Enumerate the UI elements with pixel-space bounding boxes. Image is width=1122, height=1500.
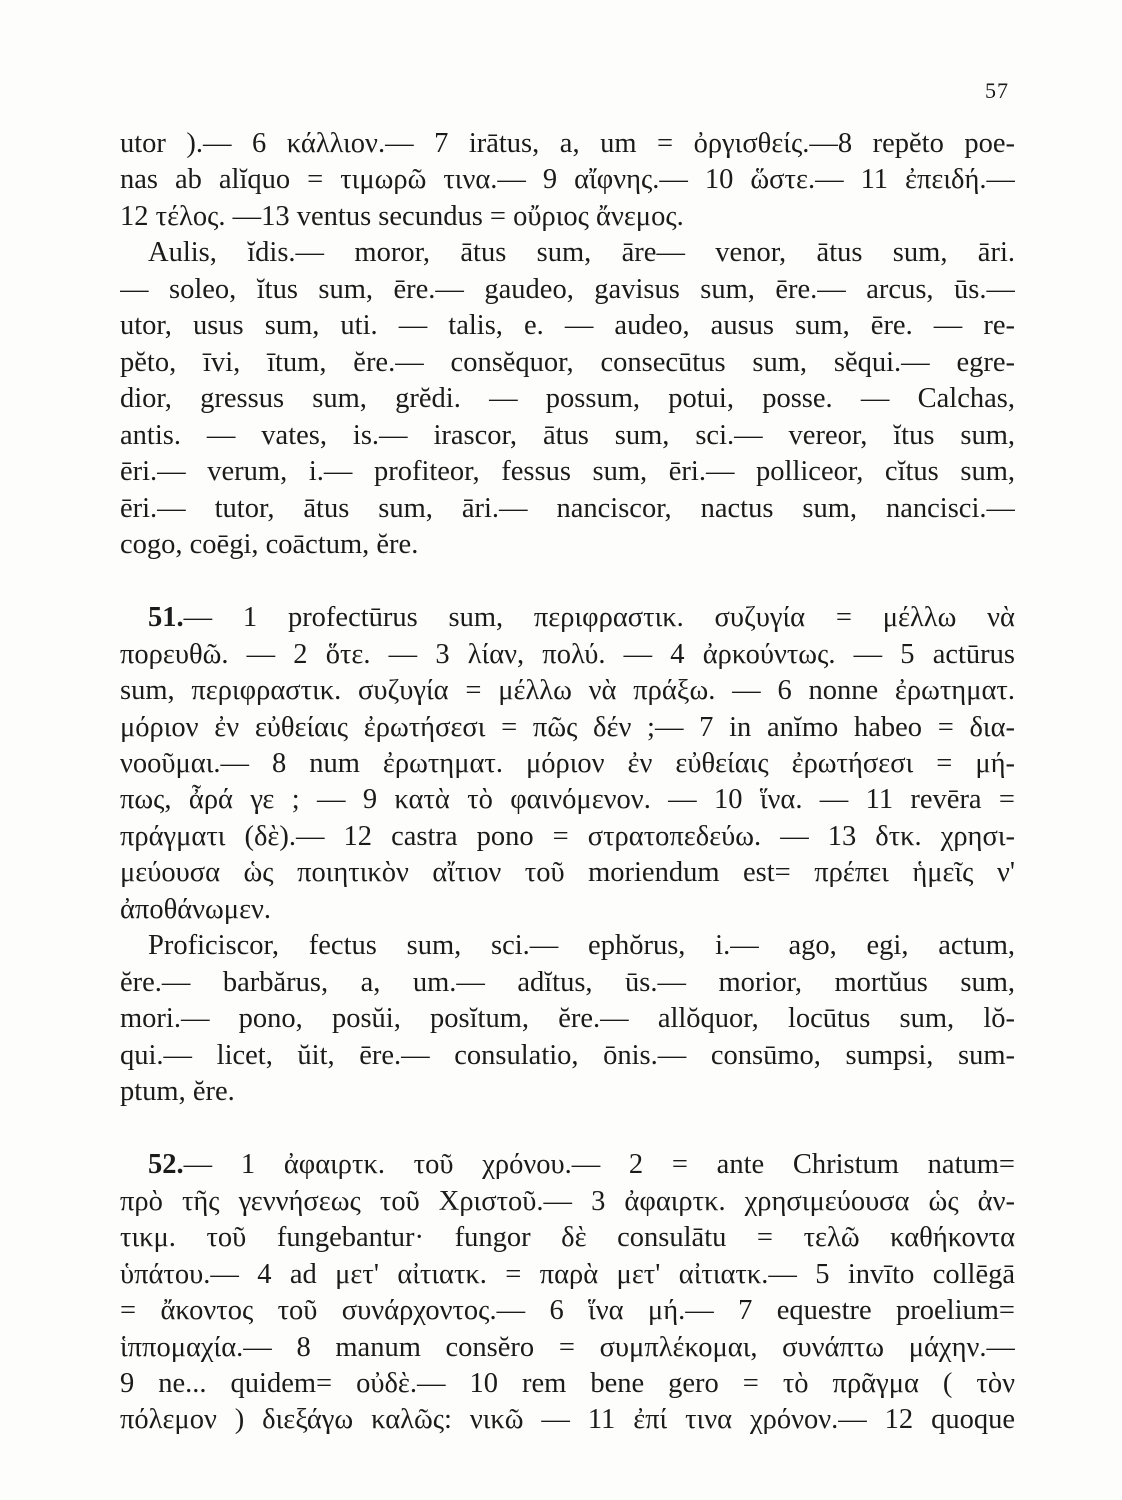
line-text: ēri.— tutor, ātus sum, āri.— nanciscor, nactus sum, nancisci.— <box>120 493 1015 524</box>
text-line <box>148 600 1015 636</box>
line-text: antis. — vates, is.— irascor, ātus sum, sci.— vereor, ĭtus sum, <box>120 420 1015 451</box>
text-line <box>120 673 1015 709</box>
text-line <box>120 746 1015 782</box>
page-number: 57 <box>985 78 1009 103</box>
text-line <box>120 345 1015 381</box>
text-line <box>120 1366 1015 1402</box>
text-line <box>120 855 1015 891</box>
line-text: πρὸ τῆς γεννήσεως τοῦ Χριστοῦ.— 3 ἀφαιρτκ. χρησιμεύουσα ὡς ἀν- <box>120 1186 1015 1217</box>
text-line <box>148 235 1015 271</box>
text-line <box>120 162 1015 198</box>
line-text: ĕre.— barbărus, a, um.— adĭtus, ūs.— morior, mortŭus sum, <box>120 967 1015 998</box>
text-line <box>120 1184 1015 1220</box>
text-line <box>120 418 1015 454</box>
line-text: = ἄκοντος τοῦ συνάρχοντος.— 6 ἵνα μή.— 7 equestre proelium= <box>120 1295 1015 1326</box>
line-text: ēri.— verum, i.— profiteor, fessus sum, ēri.— polliceor, cĭtus sum, <box>120 456 1015 487</box>
line-text: pĕto, īvi, ītum, ĕre.— consĕquor, consecūtus sum, sĕqui.— egre- <box>120 347 1015 378</box>
line-text: — 1 profectūrus sum, περιφραστικ. συζυγία = μέλλω νὰ <box>183 602 1015 633</box>
text-line <box>120 1293 1015 1329</box>
text-line <box>120 454 1015 490</box>
line-text: cogo, coēgi, coāctum, ĕre. <box>120 529 419 560</box>
text-line <box>120 1257 1015 1293</box>
section-number: 51. <box>148 602 184 633</box>
line-text: 9 ne... quidem= οὐδὲ.— 10 rem bene gero = τὸ πρᾶγμα ( τὸν <box>120 1368 1015 1399</box>
line-text: πως, ἆρά γε ; — 9 κατὰ τὸ φαινόμενον. — 10 ἵνα. — 11 revēra = <box>120 784 1015 815</box>
text-line <box>120 819 1015 855</box>
line-text: sum, περιφραστικ. συζυγία = μέλλω νὰ πράξω. — 6 nonne ἐρωτηματ. <box>120 675 1015 706</box>
text-line <box>120 965 1015 1001</box>
line-text: τικμ. τοῦ fungebantur· fungor δὲ consulātu = τελῶ καθήκοντα <box>120 1222 1015 1253</box>
text-line <box>120 1220 1015 1256</box>
text-line <box>120 1330 1015 1366</box>
line-text: utor ).— 6 κάλλιον.— 7 irātus, a, um = ὀργισθείς.—8 repĕto poe- <box>120 128 1015 159</box>
text-line <box>120 126 1015 162</box>
line-text: Proficiscor, fectus sum, sci.— ephŏrus, i.— ago, egi, actum, <box>148 930 1015 961</box>
line-text: πορευθῶ. — 2 ὅτε. — 3 λίαν, πολύ. — 4 ἀρκούντως. — 5 actūrus <box>120 639 1015 670</box>
line-text: — 1 ἀφαιρτκ. τοῦ χρόνου.— 2 = ante Christum natum= <box>183 1149 1015 1180</box>
line-text: ὑπάτου.— 4 ad μετ' αἰτιατκ. = παρὰ μετ' αἰτιατκ.— 5 invīto collēgā <box>120 1259 1015 1290</box>
text-line <box>120 1402 1015 1438</box>
line-text: μεύουσα ὡς ποιητικὸν αἴτιον τοῦ moriendum est= πρέπει ἡμεῖς ν' <box>120 857 1015 888</box>
text-line <box>120 527 1015 563</box>
line-text: νοοῦμαι.— 8 num ἐρωτηματ. μόριον ἐν εὐθείαις ἐρωτήσεσι = μή- <box>120 748 1015 779</box>
text-line <box>120 1111 1015 1147</box>
text-line <box>120 564 1015 600</box>
line-text: ἱππομαχία.— 8 manum consĕro = συμπλέκομαι, συνάπτω μάχην.— <box>120 1332 1015 1363</box>
line-text: utor, usus sum, uti. — talis, e. — audeo, ausus sum, ēre. — re- <box>120 310 1015 341</box>
line-text: nas ab alĭquo = τιμωρῶ τινα.— 9 αἴφνης.— 10 ὥστε.— 11 ἐπειδή.— <box>120 164 1015 195</box>
section-number: 52. <box>148 1149 184 1180</box>
text-line <box>120 637 1015 673</box>
line-text: πράγματι (δὲ).— 12 castra pono = στρατοπεδεύω. — 13 δτκ. χρησι- <box>120 821 1015 852</box>
text-line <box>148 1147 1015 1183</box>
line-text: — soleo, ĭtus sum, ēre.— gaudeo, gavisus sum, ēre.— arcus, ūs.— <box>120 274 1015 305</box>
text-line <box>120 308 1015 344</box>
text-line <box>120 381 1015 417</box>
line-text: mori.— pono, posŭi, posĭtum, ĕre.— allŏquor, locūtus sum, lŏ- <box>120 1003 1015 1034</box>
text-line <box>148 928 1015 964</box>
line-text: μόριον ἐν εὐθείαις ἐρωτήσεσι = πῶς δέν ;— 7 in anĭmo habeo = δια- <box>120 712 1015 743</box>
text-line <box>120 1074 1015 1110</box>
text-line <box>120 710 1015 746</box>
text-line <box>120 272 1015 308</box>
text-line <box>120 199 1015 235</box>
line-text: Aulis, ĭdis.— moror, ātus sum, āre— venor, ātus sum, āri. <box>148 237 1015 268</box>
text-line <box>120 892 1015 928</box>
text-line <box>120 1001 1015 1037</box>
line-text: qui.— licet, ŭit, ēre.— consulatio, ōnis.— consūmo, sumpsi, sum- <box>120 1040 1015 1071</box>
text-line <box>120 491 1015 527</box>
line-text: πόλεμον ) διεξάγω καλῶς: νικῶ — 11 ἐπί τινα χρόνον.— 12 quoque <box>120 1404 1015 1435</box>
text-line <box>120 782 1015 818</box>
line-text: 12 τέλος. —13 ventus secundus = οὔριος ἄνεμος. <box>120 201 684 232</box>
line-text: ptum, ĕre. <box>120 1076 235 1107</box>
text-line <box>120 1038 1015 1074</box>
line-text: dior, gressus sum, grĕdi. — possum, potui, posse. — Calchas, <box>120 383 1015 414</box>
line-text: ἀποθάνωμεν. <box>120 894 272 925</box>
